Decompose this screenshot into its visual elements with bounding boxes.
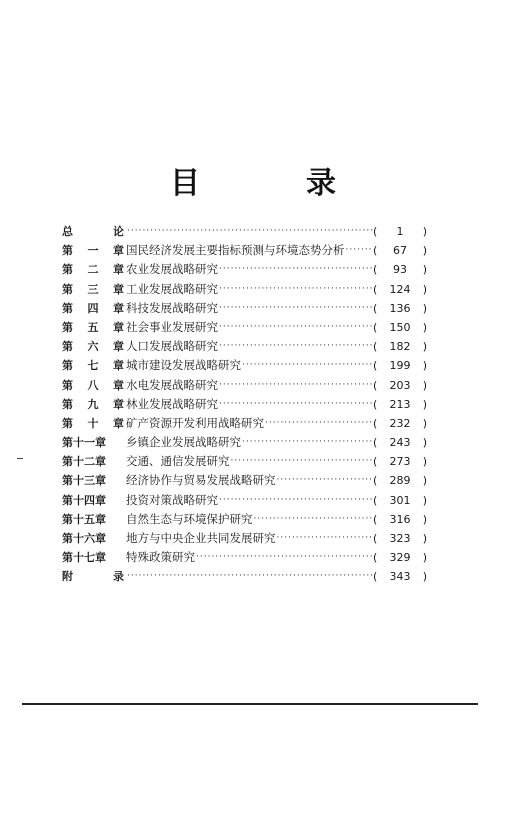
- dot-leader: [231, 452, 374, 471]
- open-paren: (: [373, 551, 378, 565]
- toc-chapter-label: [62, 299, 126, 318]
- toc-page-ref: [373, 471, 427, 490]
- chapter-char: 章: [113, 282, 124, 296]
- toc-title: 科技发展战略研究: [126, 300, 218, 315]
- toc-title: 特殊政策研究: [126, 550, 195, 565]
- margin-mark: [17, 458, 23, 459]
- chapter-char: 五: [87, 320, 99, 334]
- toc-chapter-label: [62, 280, 126, 299]
- toc-entry[interactable]: [62, 414, 427, 433]
- open-paren: (: [373, 282, 378, 296]
- dot-leader: [277, 471, 374, 490]
- toc-chapter-label: [62, 318, 126, 337]
- open-paren: (: [373, 455, 378, 469]
- chapter-char: 三: [87, 282, 99, 296]
- dot-leader: [265, 414, 373, 433]
- chapter-char: 章: [113, 244, 124, 258]
- toc-page-number: 301: [389, 493, 411, 507]
- toc-page-number: 182: [389, 340, 411, 354]
- toc-page-number: 329: [389, 551, 411, 565]
- toc-chapter-label: [62, 452, 126, 471]
- bottom-rule: [22, 703, 478, 705]
- chapter-char: 第十一章: [62, 436, 106, 450]
- toc-entry[interactable]: [62, 241, 427, 260]
- close-paren: ): [422, 532, 427, 545]
- toc-chapter-label: [62, 433, 126, 452]
- chapter-char: 七: [87, 359, 99, 373]
- toc-page-number: 124: [389, 282, 411, 296]
- chapter-char: 附: [62, 570, 73, 584]
- toc-page-ref: [373, 567, 427, 586]
- open-paren: (: [373, 320, 378, 334]
- chapter-char: 第十七章: [62, 551, 106, 565]
- toc-page-number: 273: [389, 455, 411, 469]
- toc-title: 人口发展战略研究: [126, 339, 218, 354]
- chapter-char: 第: [62, 416, 73, 430]
- toc-chapter-label: [62, 376, 126, 395]
- toc-page-ref: [373, 414, 427, 433]
- toc-entry[interactable]: [62, 452, 427, 471]
- toc-chapter-label: [62, 222, 126, 241]
- toc-page-ref: [373, 548, 427, 567]
- toc-entry[interactable]: [62, 280, 427, 299]
- toc-entry[interactable]: [62, 471, 427, 490]
- close-paren: ): [422, 244, 427, 258]
- toc-page-number: 289: [389, 474, 411, 488]
- chapter-char: 第: [62, 244, 73, 258]
- chapter-char: 第: [62, 378, 73, 392]
- toc-title: 经济协作与贸易发展战略研究: [126, 473, 276, 488]
- open-paren: (: [373, 359, 378, 373]
- open-paren: (: [373, 570, 378, 584]
- chapter-char: 第: [62, 301, 73, 315]
- toc-chapter-label: [62, 414, 126, 433]
- toc-entry[interactable]: [62, 510, 427, 529]
- toc-chapter-label: [62, 567, 126, 586]
- toc-page-number: 323: [389, 532, 411, 545]
- toc-title: 农业发展战略研究: [126, 262, 218, 277]
- close-paren: ): [422, 512, 427, 526]
- toc-chapter-label: [62, 260, 126, 279]
- open-paren: (: [373, 301, 378, 315]
- toc-title: 乡镇企业发展战略研究: [126, 435, 241, 450]
- toc-chapter-label: [62, 337, 126, 356]
- toc-chapter-label: [62, 510, 126, 529]
- close-paren: ): [422, 455, 427, 469]
- open-paren: (: [373, 512, 378, 526]
- chapter-char: 章: [113, 301, 124, 315]
- toc-entry[interactable]: [62, 299, 427, 318]
- close-paren: ): [422, 551, 427, 565]
- toc-chapter-label: [62, 529, 126, 548]
- chapter-char: 章: [113, 397, 124, 411]
- toc-chapter-label: [62, 356, 126, 375]
- toc-title: 水电发展战略研究: [126, 377, 218, 392]
- chapter-char: 六: [87, 340, 99, 354]
- toc-page-number: 316: [389, 512, 411, 526]
- toc-page-ref: [373, 491, 427, 510]
- toc-title: 林业发展战略研究: [126, 396, 218, 411]
- toc-entry[interactable]: [62, 548, 427, 567]
- toc-entry[interactable]: [62, 567, 427, 586]
- chapter-char: 论: [113, 225, 124, 238]
- open-paren: (: [373, 378, 378, 392]
- chapter-char: 第: [62, 263, 73, 277]
- chapter-char: 第: [62, 282, 73, 296]
- open-paren: (: [373, 436, 378, 450]
- open-paren: (: [373, 474, 378, 488]
- chapter-char: 第: [62, 359, 73, 373]
- dot-leader: [219, 280, 373, 299]
- open-paren: (: [373, 340, 378, 354]
- toc-page-number: 243: [389, 436, 411, 450]
- chapter-char: 二: [87, 263, 99, 277]
- chapter-char: 第: [62, 320, 73, 334]
- toc-page-number: 136: [389, 301, 411, 315]
- toc-page-ref: [373, 510, 427, 529]
- toc-page-number: 203: [389, 378, 411, 392]
- chapter-char: 第十五章: [62, 512, 106, 526]
- chapter-char: 章: [113, 359, 124, 373]
- close-paren: ): [422, 416, 427, 430]
- close-paren: ): [422, 570, 427, 584]
- toc-page-number: 1: [396, 225, 404, 238]
- chapter-char: 第十二章: [62, 455, 106, 469]
- open-paren: (: [373, 416, 378, 430]
- close-paren: ): [422, 474, 427, 488]
- page-title: 目 录: [170, 166, 374, 201]
- close-paren: ): [422, 436, 427, 450]
- open-paren: (: [373, 397, 378, 411]
- toc-page-ref: [373, 337, 427, 356]
- toc-page-ref: [373, 280, 427, 299]
- toc-title: 矿产资源开发利用战略研究: [126, 415, 264, 430]
- chapter-char: 第十三章: [62, 474, 106, 488]
- dot-leader: [219, 337, 373, 356]
- toc-page-ref: [373, 241, 427, 260]
- chapter-char: 十: [87, 416, 99, 430]
- toc-page-number: 150: [389, 320, 411, 334]
- toc-title: 国民经济发展主要指标预测与环境态势分析: [126, 243, 345, 258]
- open-paren: (: [373, 225, 378, 238]
- toc-chapter-label: [62, 471, 126, 490]
- dot-leader: [127, 567, 373, 586]
- dot-leader: [254, 510, 374, 529]
- chapter-char: 章: [113, 416, 124, 430]
- open-paren: (: [373, 263, 378, 277]
- toc-page-number: 232: [389, 416, 411, 430]
- chapter-char: 第: [62, 397, 73, 411]
- toc-page-number: 343: [389, 570, 411, 584]
- toc-page-ref: [373, 356, 427, 375]
- close-paren: ): [422, 263, 427, 277]
- dot-leader: [219, 260, 373, 279]
- toc-page-ref: [373, 452, 427, 471]
- toc-page-ref: [373, 395, 427, 414]
- toc-page-ref: [373, 318, 427, 337]
- close-paren: ): [422, 378, 427, 392]
- toc-page-number: 93: [393, 263, 407, 277]
- open-paren: (: [373, 244, 378, 258]
- toc-entry[interactable]: [62, 491, 427, 510]
- toc-entry[interactable]: [62, 337, 427, 356]
- toc-entry[interactable]: [62, 395, 427, 414]
- close-paren: ): [422, 225, 427, 238]
- chapter-char: 章: [113, 340, 124, 354]
- toc-page-ref: [373, 529, 427, 548]
- toc-page-number: 67: [393, 244, 407, 258]
- chapter-char: 章: [113, 378, 124, 392]
- dot-leader: [242, 356, 373, 375]
- toc-entry[interactable]: [62, 529, 427, 548]
- toc-entry[interactable]: [62, 318, 427, 337]
- toc-entry[interactable]: [62, 222, 427, 241]
- chapter-char: 九: [87, 397, 99, 411]
- close-paren: ): [422, 320, 427, 334]
- toc-entry[interactable]: [62, 433, 427, 452]
- dot-leader: [196, 548, 373, 567]
- toc-title: 社会事业发展研究: [126, 319, 218, 334]
- toc-page-ref: [373, 433, 427, 452]
- toc-title: 地方与中央企业共同发展研究: [126, 531, 276, 545]
- toc-page-ref: [373, 376, 427, 395]
- dot-leader: [219, 299, 373, 318]
- toc-page-ref: [373, 260, 427, 279]
- dot-leader: [127, 222, 373, 241]
- toc-chapter-label: [62, 548, 126, 567]
- open-paren: (: [373, 493, 378, 507]
- chapter-char: 第十六章: [62, 532, 106, 545]
- close-paren: ): [422, 282, 427, 296]
- close-paren: ): [422, 340, 427, 354]
- toc-page-ref: [373, 222, 427, 241]
- dot-leader: [219, 491, 373, 510]
- dot-leader: [219, 318, 373, 337]
- dot-leader: [242, 433, 373, 452]
- dot-leader: [219, 395, 373, 414]
- table-of-contents: [62, 222, 427, 587]
- chapter-char: 章: [113, 320, 124, 334]
- toc-entry[interactable]: [62, 260, 427, 279]
- toc-title: 工业发展战略研究: [126, 281, 218, 296]
- chapter-char: 四: [87, 301, 99, 315]
- chapter-char: 录: [113, 570, 124, 584]
- toc-entry[interactable]: [62, 356, 427, 375]
- close-paren: ): [422, 493, 427, 507]
- close-paren: ): [422, 301, 427, 315]
- chapter-char: 章: [113, 263, 124, 277]
- dot-leader: [346, 241, 374, 260]
- toc-chapter-label: [62, 491, 126, 510]
- toc-title: 自然生态与环境保护研究: [126, 511, 253, 526]
- toc-title: 投资对策战略研究: [126, 492, 218, 507]
- close-paren: ): [422, 397, 427, 411]
- toc-page-number: 199: [389, 359, 411, 373]
- toc-chapter-label: [62, 395, 126, 414]
- toc-page-ref: [373, 299, 427, 318]
- chapter-char: 总: [62, 225, 73, 238]
- toc-title: 城市建设发展战略研究: [126, 358, 241, 373]
- open-paren: (: [373, 532, 378, 545]
- toc-entry[interactable]: [62, 376, 427, 395]
- toc-chapter-label: [62, 241, 126, 260]
- chapter-char: 第: [62, 340, 73, 354]
- close-paren: ): [422, 359, 427, 373]
- toc-page-number: 213: [389, 397, 411, 411]
- chapter-char: 八: [87, 378, 99, 392]
- chapter-char: 一: [87, 244, 99, 258]
- chapter-char: 第十四章: [62, 493, 106, 507]
- dot-leader: [277, 529, 374, 548]
- toc-title: 交通、通信发展研究: [126, 454, 230, 469]
- dot-leader: [219, 376, 373, 395]
